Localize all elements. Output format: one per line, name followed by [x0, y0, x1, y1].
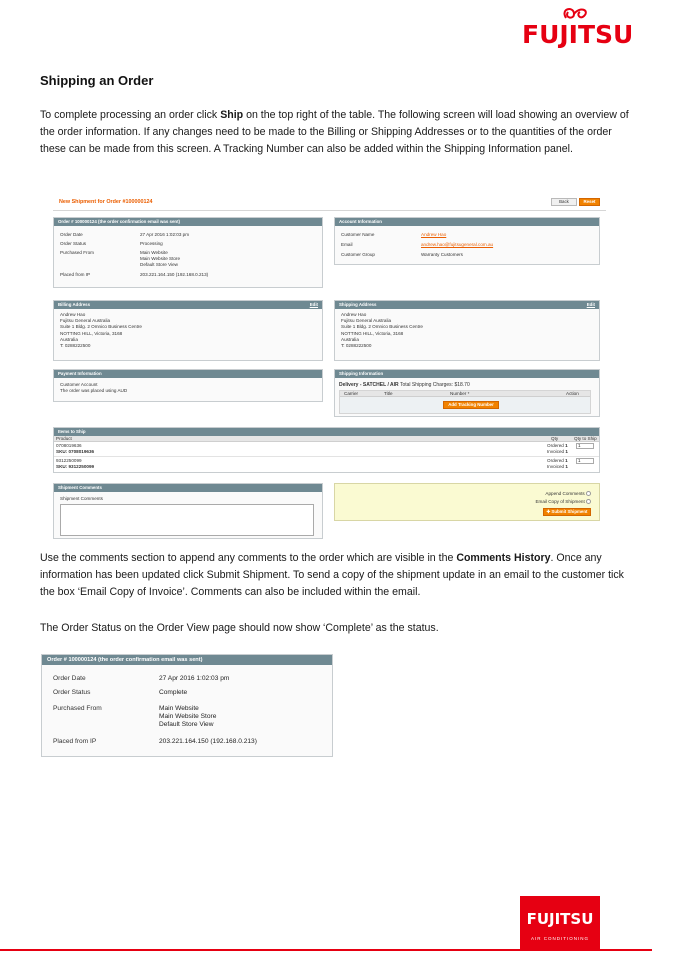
order-date-value: 27 Apr 2016 1:02:03 pm — [140, 232, 190, 237]
shipping-line: Fujitsu General Australia — [341, 318, 392, 324]
order-panel — [53, 217, 323, 288]
reset-button[interactable]: Reset — [579, 198, 600, 206]
billing-line: Australia — [60, 336, 78, 342]
payment-line: The order was placed using AUD — [60, 388, 128, 394]
placed-ip-value: 203.221.164.150 (192.168.0.213) — [140, 272, 209, 277]
tracking-table — [339, 390, 591, 414]
payment-panel-head: Payment Information — [54, 370, 322, 378]
fujitsu-logo-bottom-text: FUJITSU — [526, 910, 594, 928]
order-date-value: 27 Apr 2016 1:02:03 pm — [159, 675, 230, 682]
fujitsu-logo-bottom — [520, 896, 600, 950]
invoiced-count: 1 — [565, 464, 568, 469]
billing-line: Andrew Hao — [60, 312, 86, 317]
item-sku: SKU: 0708019636 — [56, 449, 95, 454]
email-link[interactable]: andrew.hao@fujitsugeneral.com.au — [421, 242, 494, 247]
col-title: Title — [384, 391, 393, 397]
tracking-table-header — [340, 391, 590, 397]
comments-label: Shipment Comments — [60, 496, 103, 501]
purchased-store-value: Main Website Store — [140, 256, 181, 261]
shipping-edit-link[interactable]: Edit — [586, 302, 595, 307]
comments-panel-head: Shipment Comments — [54, 484, 322, 492]
order-date-label: Order Date — [60, 232, 83, 237]
invoiced-label: Invoiced — [547, 449, 565, 454]
ordered-count: 1 — [565, 458, 568, 463]
shipment-comments-textarea[interactable] — [60, 504, 314, 536]
new-shipment-screenshot — [53, 193, 606, 545]
append-comments-checkbox[interactable] — [586, 491, 591, 496]
shipping-line: NOTTING HILL, Victoria, 3168 — [341, 330, 404, 336]
shipping-address-panel — [334, 300, 600, 361]
title-divider — [53, 210, 606, 211]
payment-line: Customer Account — [60, 382, 98, 387]
placed-ip-value: 203.221.164.150 (192.168.0.213) — [159, 738, 257, 745]
col-carrier: Carrier — [344, 391, 359, 397]
item-sku: SKU: 9312250099 — [56, 464, 95, 469]
fujitsu-logo-top — [522, 4, 634, 50]
order-panel-head: Order # 100000124 (the order confirmation email was sent) — [54, 218, 322, 226]
shipping-line: T: 0288222500 — [341, 343, 372, 349]
intro-paragraph: To complete processing an order click Ship on the top right of the table. The following screen will load showing an overview of the order information. If any changes need to be made to the Billing or Shipping Addresses or to the quantities of the order these can be made from this screen. A Tracking Number can also be added within the Shipping Information panel. — [40, 109, 629, 155]
billing-line: T: 0288222500 — [60, 343, 91, 349]
items-to-ship-panel — [53, 427, 600, 473]
col-number: Number * — [450, 391, 470, 397]
submit-panel — [334, 483, 600, 521]
col-qty: Qty — [551, 436, 559, 441]
shipping-line: Andrew Hao — [341, 312, 367, 317]
items-panel-head: Items to Ship — [54, 428, 599, 436]
status-paragraph: The Order Status on the Order View page should now show ‘Complete’ as the status. — [40, 622, 439, 634]
email-copy-checkbox[interactable] — [586, 499, 591, 504]
order-status-value: Processing — [140, 241, 163, 246]
item-name: 0708019636 — [56, 443, 82, 448]
shipping-info-panel — [334, 369, 600, 417]
payment-panel — [53, 369, 323, 402]
customer-group-label: Customer Group — [341, 252, 375, 257]
billing-line: Fujitsu General Australia — [60, 318, 111, 324]
ordered-count: 1 — [565, 443, 568, 448]
billing-edit-link[interactable]: Edit — [309, 302, 318, 307]
comments-paragraph: Use the comments section to append any comments to the order which are visible in the Comments History. Once any information has been updated click Submit Shipment. To send a copy of the shipment update in an email to the customer tick the box ‘Email Copy of Invoice’. Comments can also be included within the email. — [40, 552, 624, 598]
placed-ip-label: Placed from IP — [53, 738, 97, 745]
submit-icon: ✚ — [546, 509, 552, 514]
billing-address-panel — [53, 300, 323, 361]
order-status-label: Order Status — [53, 689, 91, 696]
order-status-value: Complete — [159, 689, 188, 696]
air-conditioning-text: AIR CONDITIONING — [530, 936, 589, 941]
purchased-from-value: Main Website — [140, 250, 168, 255]
customer-name-link[interactable]: Andrew Hao — [421, 232, 447, 237]
back-button[interactable]: Back — [551, 198, 577, 206]
qty-to-ship-input[interactable]: 1 — [576, 458, 594, 464]
item-row — [54, 457, 599, 472]
billing-line: NOTTING HILL, Victoria, 3168 — [60, 330, 123, 336]
billing-panel-head: Billing Address Edit — [54, 301, 322, 309]
email-label: Email — [341, 242, 353, 247]
footer-red-line — [0, 949, 652, 951]
order-view-head: Order # 100000124 (the order confirmation email was sent) — [42, 655, 332, 665]
placed-ip-label: Placed from IP — [60, 272, 91, 277]
section-heading: Shipping an Order — [40, 73, 154, 88]
customer-group-value: Warranty Customers — [421, 252, 463, 257]
qty-to-ship-input[interactable]: 1 — [576, 443, 594, 449]
item-name: 9312250099 — [56, 458, 82, 463]
account-panel — [334, 217, 600, 265]
billing-line: Suite 1 Bldg. 2 Omnico Business Centre — [60, 324, 142, 330]
append-comments-label: Append Comments — [545, 491, 585, 496]
shipping-method: Delivery - SATCHEL / AIR — [339, 382, 399, 388]
fujitsu-logo-text: FUJITSU — [522, 20, 634, 49]
shipping-address-panel-head: Shipping Address Edit — [335, 301, 599, 309]
order-status-label: Order Status — [60, 241, 87, 246]
col-qty-to-ship: Qty to Ship — [574, 436, 597, 441]
ordered-label: Ordered — [547, 458, 564, 463]
purchased-from-store: Main Website Store — [159, 713, 217, 720]
shipping-info-panel-head: Shipping Information — [335, 370, 599, 378]
purchased-from-website: Main Website — [159, 705, 199, 712]
purchased-from-label: Purchased From — [60, 250, 94, 255]
purchased-from-view: Default Store View — [159, 721, 214, 728]
add-tracking-number-button[interactable]: Add Tracking Number — [443, 401, 499, 409]
email-copy-label: Email Copy of Shipment — [535, 499, 585, 504]
ordered-label: Ordered — [547, 443, 564, 448]
submit-shipment-button[interactable]: ✚ Submit Shipment — [543, 508, 591, 516]
shipping-line: Suite 1 Bldg. 2 Omnico Business Centre — [341, 324, 423, 330]
account-panel-head: Account Information — [335, 218, 599, 226]
invoiced-count: 1 — [565, 449, 568, 454]
col-product: Product — [56, 436, 72, 441]
invoiced-label: Invoiced — [547, 464, 565, 469]
order-date-label: Order Date — [53, 675, 86, 682]
customer-name-label: Customer Name — [341, 232, 375, 237]
item-row — [54, 442, 599, 457]
purchased-view-value: Default Store View — [140, 262, 178, 267]
shipment-page-title: New Shipment for Order #100000124 — [59, 199, 153, 205]
purchased-from-label: Purchased From — [53, 705, 102, 712]
shipping-line: Australia — [341, 336, 359, 342]
shipment-comments-panel — [53, 483, 323, 539]
order-view-panel — [41, 654, 333, 757]
col-action: Action — [566, 391, 579, 397]
shipping-charges: Total Shipping Charges: $18.70 — [399, 382, 470, 388]
